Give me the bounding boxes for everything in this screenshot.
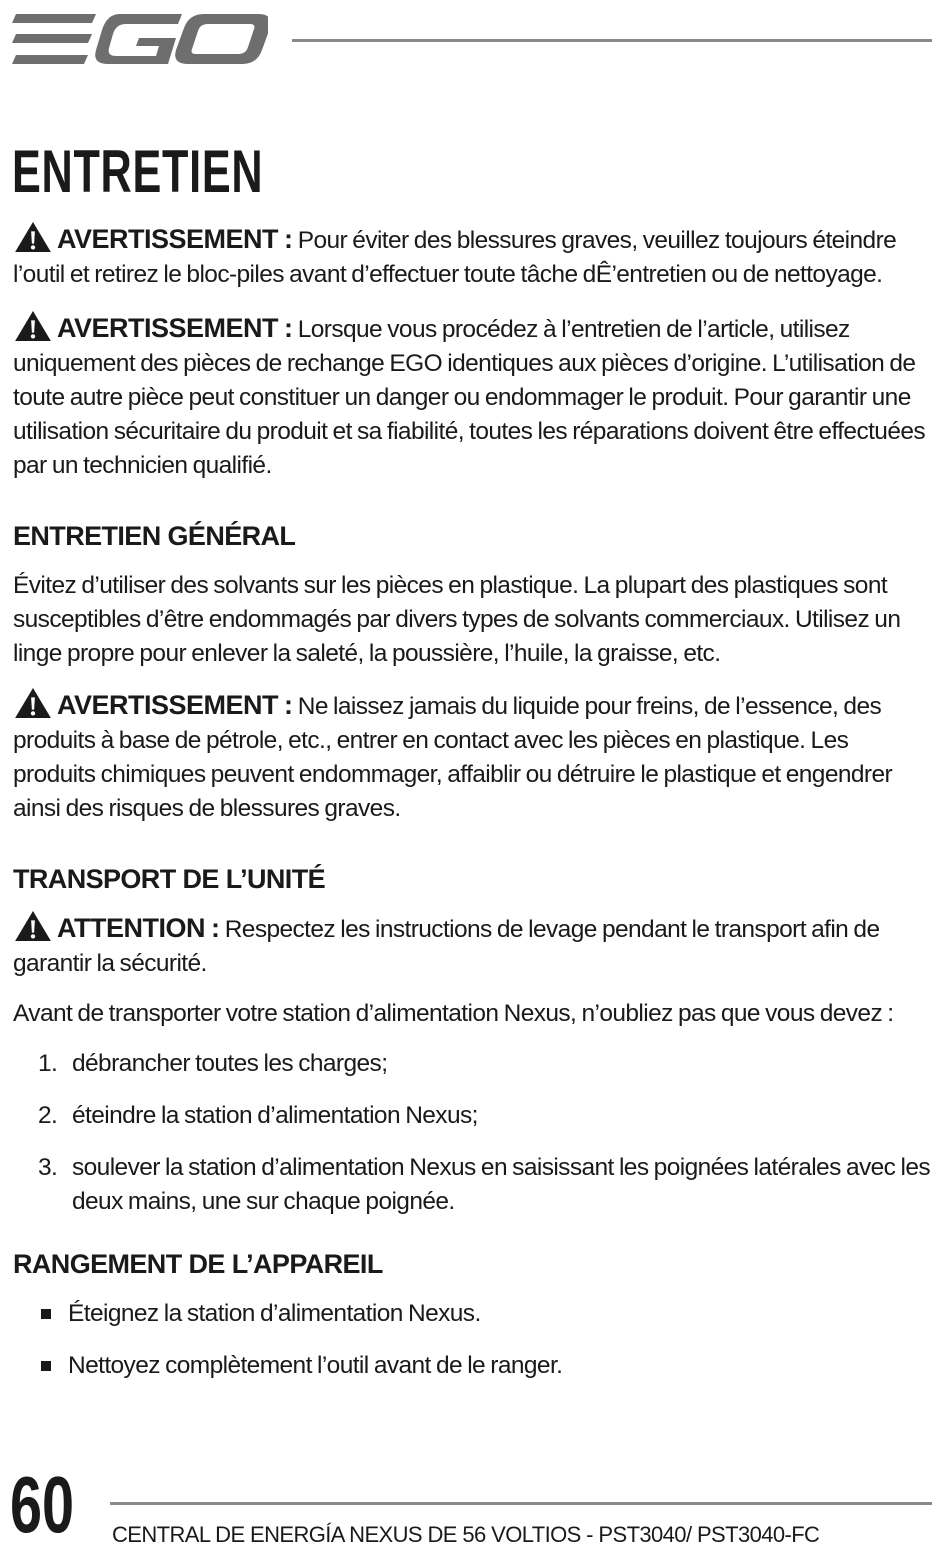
square-bullet-icon — [41, 1361, 51, 1371]
list-item — [13, 1099, 933, 1133]
warning-text: Ne laissez jamais du liquide pour freins, de l’essence, des produits à base de pétrole, etc., entrer en contact avec les pièces en plastique. Les produits chimiques peuvent endommager, affaiblir ou détruire le plastique et engendrer ainsi des risques de blessures graves. — [13, 693, 893, 822]
step-text: éteindre la station d’alimentation Nexus; — [72, 1102, 478, 1129]
page-header — [0, 0, 950, 80]
list-item — [13, 1349, 933, 1383]
caution-label: ATTENTION : — [57, 913, 220, 943]
header-divider — [292, 39, 932, 42]
page-number: 60 — [10, 1460, 75, 1549]
warning-block-3 — [13, 687, 933, 826]
footer-product-title: CENTRAL DE ENERGÍA NEXUS DE 56 VOLTIOS - PST3040/ PST3040-FC — [112, 1522, 820, 1547]
warning-triangle-icon — [13, 687, 53, 719]
general-maintenance-text: Évitez d’utiliser des solvants sur les pièces en plastique. La plupart des plastiques sont susceptibles d’être endommagés par divers types de solvants commerciaux. Utilisez un linge propre pour enlever la saleté, la poussière, l’huile, la graisse, etc. — [13, 572, 901, 667]
caution-block — [13, 910, 933, 981]
warning-label: AVERTISSEMENT : — [57, 224, 293, 254]
section-heading-general: ENTRETIEN GÉNÉRAL — [13, 521, 296, 551]
step-text: débrancher toutes les charges; — [72, 1050, 388, 1077]
warning-triangle-icon — [13, 910, 53, 942]
footer-divider — [110, 1502, 932, 1505]
list-item — [13, 1297, 933, 1331]
content-column — [13, 221, 933, 1401]
warning-label: AVERTISSEMENT : — [57, 690, 293, 720]
warning-triangle-icon — [13, 310, 53, 342]
warning-block-1 — [13, 221, 933, 292]
section-heading-storage: RANGEMENT DE L’APPAREIL — [13, 1249, 383, 1279]
step-text: soulever la station d’alimentation Nexus en saisissant les poignées latérales avec les deux mains, une sur chaque poignée. — [72, 1154, 931, 1215]
transport-steps-list — [13, 1047, 933, 1219]
warning-block-2 — [13, 310, 933, 483]
bullet-text: Nettoyez complètement l’outil avant de le ranger. — [68, 1352, 563, 1379]
ego-logo — [12, 10, 268, 70]
square-bullet-icon — [41, 1309, 51, 1319]
bullet-text: Éteignez la station d’alimentation Nexus. — [68, 1300, 481, 1327]
page-title: ENTRETIEN — [12, 138, 264, 205]
caution-text: Respectez les instructions de levage pendant le transport afin de garantir la sécurité. — [13, 916, 880, 977]
storage-bullet-list — [13, 1297, 933, 1383]
step-number: 3. — [38, 1154, 58, 1181]
warning-label: AVERTISSEMENT : — [57, 313, 293, 343]
section-heading-transport: TRANSPORT DE L’UNITÉ — [13, 864, 326, 894]
warning-text: Lorsque vous procédez à l’entretien de l’article, utilisez uniquement des pièces de rechange EGO identiques aux pièces d’origine. L’utilisation de toute autre pièce peut constituer un danger ou endommager le produit. Pour garantir une utilisation sécuritaire du produit et sa fiabilité, toutes les réparations doivent être effectuées par un technicien qualifié. — [13, 316, 926, 479]
list-item — [13, 1151, 933, 1219]
step-number: 1. — [38, 1050, 58, 1077]
warning-text: Pour éviter des blessures graves, veuillez toujours éteindre l’outil et retirez le bloc-piles avant d’effectuer toute tâche dÊ’entretien ou de nettoyage. — [13, 227, 897, 288]
transport-intro: Avant de transporter votre station d’alimentation Nexus, n’oubliez pas que vous devez : — [13, 1000, 894, 1027]
list-item — [13, 1047, 933, 1081]
step-number: 2. — [38, 1102, 58, 1129]
warning-triangle-icon — [13, 221, 53, 253]
